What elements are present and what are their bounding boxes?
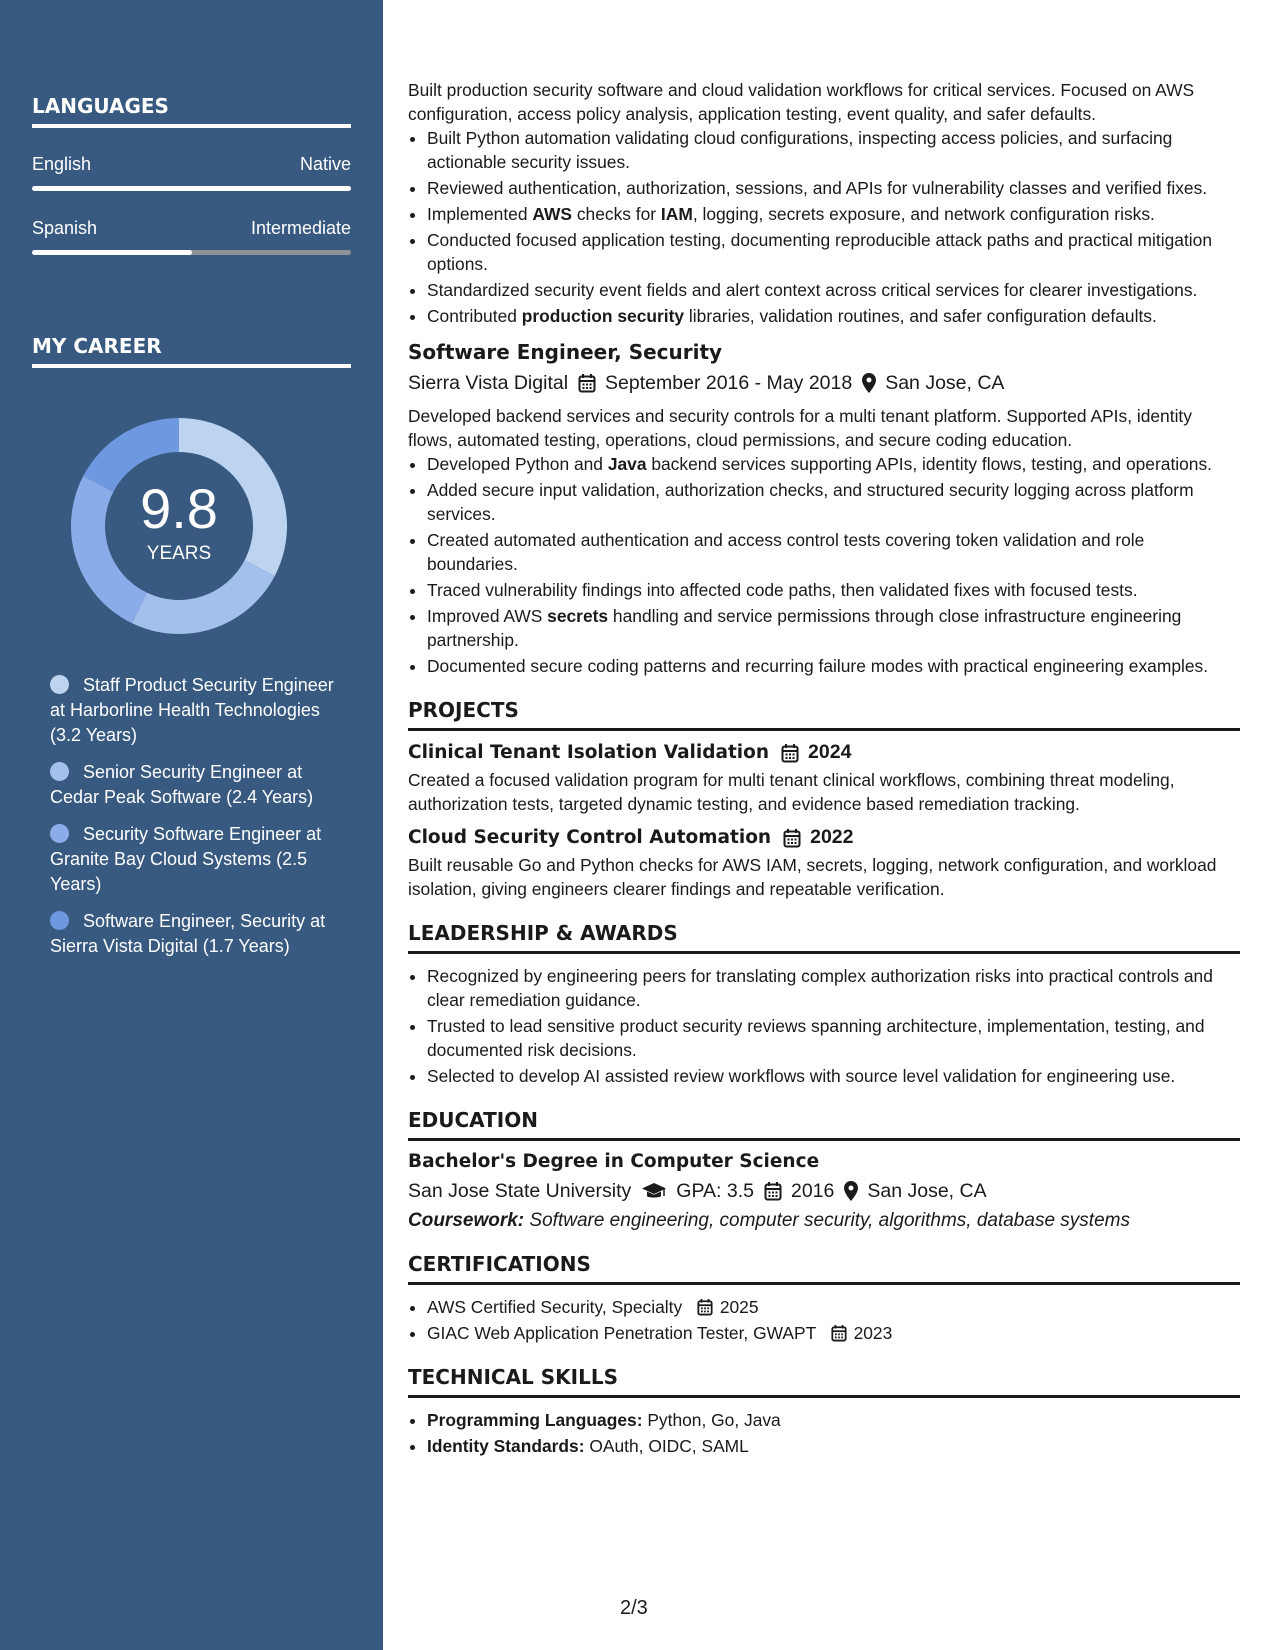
calendar-icon	[781, 743, 799, 763]
career-section	[32, 334, 351, 368]
bullet-item	[427, 304, 1240, 328]
career-legend-text: Security Software Engineer at Granite Bay Cloud Systems (2.5 Years)	[50, 824, 322, 894]
skills-heading: TECHNICAL SKILLS	[408, 1365, 1240, 1398]
bullet-text: Improved AWS	[427, 606, 548, 626]
legend-dot-icon	[50, 675, 69, 694]
language-item	[32, 154, 351, 191]
project-year: 2022	[810, 826, 854, 848]
legend-dot-icon	[50, 911, 69, 930]
main-content	[408, 78, 1240, 1460]
calendar-icon	[783, 828, 801, 848]
career-heading: MY CAREER	[32, 334, 351, 368]
project-description: Created a focused validation program for multi tenant clinical workflows, combining threat modeling, authorization tests, targeted dynamic testing, and evidence based remediation tracking.	[408, 770, 1175, 814]
bullet-text: checks for	[572, 204, 661, 224]
project-title: Cloud Security Control Automation	[408, 827, 772, 848]
career-legend-item	[50, 909, 340, 959]
leadership-item: • Recognized by engineering peers for translating complex authorization risks into practical controls and clear remediation guidance.	[427, 964, 1240, 1012]
bullet-text: Reviewed authentication, authorization, sessions, and APIs for vulnerability classes and verified fixes.	[427, 178, 1208, 198]
career-donut	[66, 413, 292, 639]
career-legend-text: Senior Security Engineer at Cedar Peak Software (2.4 Years)	[50, 762, 314, 807]
gpa: GPA: 3.5	[676, 1180, 754, 1202]
bullet-item	[427, 578, 1240, 602]
career-total-years: 9.8	[140, 477, 218, 540]
language-name: Spanish	[32, 218, 98, 238]
language-item	[32, 218, 351, 255]
bullet-item	[427, 528, 1240, 576]
language-bar	[32, 186, 351, 191]
bullet-item	[427, 654, 1240, 678]
skill-label: Identity Standards:	[427, 1436, 585, 1456]
language-name: English	[32, 154, 92, 174]
calendar-icon	[578, 373, 596, 393]
sidebar	[0, 0, 383, 1650]
certification-name: GIAC Web Application Penetration Tester, GWAPT	[427, 1323, 816, 1343]
projects-heading: PROJECTS	[408, 698, 1240, 731]
languages-section	[32, 94, 351, 255]
skill-label: Programming Languages:	[427, 1410, 643, 1430]
leadership-item: • Selected to develop AI assisted review workflows with source level validation for engineering use.	[427, 1064, 1240, 1088]
graduation-cap-icon	[641, 1181, 667, 1201]
job-meta	[408, 368, 1240, 398]
legend-dot-icon	[50, 824, 69, 843]
job-summary: Developed backend services and security controls for a multi tenant platform. Supported APIs, identity flows, automated testing, operations, cloud permissions, and secure coding education.	[408, 406, 1192, 450]
leadership-item: • Trusted to lead sensitive product security reviews spanning architecture, implementation, testing, and documented risk decisions.	[427, 1014, 1240, 1062]
bullet-item	[427, 202, 1240, 226]
career-legend-item	[50, 760, 340, 810]
job-location: San Jose, CA	[885, 372, 1005, 394]
bullet-text: Developed Python and	[427, 454, 608, 474]
certifications-heading: CERTIFICATIONS	[408, 1252, 1240, 1285]
bullet-item	[427, 478, 1240, 526]
bullet-item	[427, 452, 1240, 476]
certification-item	[427, 1295, 1240, 1319]
certifications-list	[408, 1295, 1240, 1345]
languages-heading: LANGUAGES	[32, 94, 351, 128]
bullet-bold-text: AWS	[532, 204, 572, 224]
bullet-text: libraries, validation routines, and safer configuration defaults.	[684, 306, 1157, 326]
leadership-heading: LEADERSHIP & AWARDS	[408, 921, 1240, 954]
bullet-item	[427, 176, 1240, 200]
skill-value: OAuth, OIDC, SAML	[589, 1436, 749, 1456]
skill-item	[427, 1408, 1240, 1432]
calendar-icon	[697, 1298, 713, 1316]
language-bar-fill	[32, 250, 192, 255]
bullet-bold-text: Java	[607, 454, 647, 474]
career-donut-center	[66, 413, 292, 639]
career-legend	[50, 673, 340, 971]
certification-year: 2025	[719, 1297, 759, 1317]
language-level: Native	[299, 154, 351, 174]
education-heading: EDUCATION	[408, 1108, 1240, 1141]
calendar-icon	[764, 1181, 782, 1201]
project-title-line	[408, 826, 1240, 849]
calendar-icon	[831, 1324, 847, 1342]
bullet-text: Created automated authentication and access control tests covering token validation and role boundaries.	[427, 530, 1145, 574]
job-title: Software Engineer, Security	[408, 340, 723, 364]
bullet-bold-text: production security	[521, 306, 685, 326]
language-bar-fill	[32, 186, 351, 191]
bullet-text: Added secure input validation, authorization checks, and structured security logging across platform services.	[427, 480, 1194, 524]
bullet-text: Conducted focused application testing, documenting reproducible attack paths and practical mitigation options.	[427, 230, 1212, 274]
career-legend-text: Software Engineer, Security at Sierra Vista Digital (1.7 Years)	[50, 911, 326, 956]
bullet-text: , logging, secrets exposure, and network configuration risks.	[692, 204, 1155, 224]
legend-dot-icon	[50, 762, 69, 781]
project-year: 2024	[808, 741, 852, 763]
graduation-year: 2016	[790, 1180, 835, 1202]
bullet-text: handling and service permissions through close infrastructure engineering partnership.	[427, 606, 1182, 650]
career-legend-item	[50, 673, 340, 748]
bullet-text: Implemented	[427, 204, 533, 224]
bullet-item	[427, 604, 1240, 652]
project-title: Clinical Tenant Isolation Validation	[408, 742, 770, 763]
bullet-text: Documented secure coding patterns and recurring failure modes with practical engineering examples.	[427, 656, 1209, 676]
job-bullets	[408, 452, 1240, 678]
bullet-bold-text: secrets	[547, 606, 609, 626]
coursework-text: Software engineering, computer security, algorithms, database systems	[529, 1210, 1130, 1231]
job-dates: September 2016 - May 2018	[605, 372, 853, 394]
location-pin-icon	[844, 1181, 858, 1201]
job-company: Sierra Vista Digital	[408, 372, 569, 394]
project-title-line	[408, 741, 1240, 764]
school-location: San Jose, CA	[867, 1180, 987, 1202]
education-meta	[408, 1176, 1240, 1206]
language-level: Intermediate	[250, 218, 351, 238]
bullet-item	[427, 278, 1240, 302]
coursework	[408, 1210, 1240, 1232]
role-bullets	[408, 126, 1240, 328]
leadership-list	[408, 964, 1240, 1088]
role-summary: Built production security software and cloud validation workflows for critical services. Focused on AWS configuration, access policy analysis, application testing, event quality, and safer defaults.	[408, 80, 1195, 124]
bullet-item	[427, 126, 1240, 174]
career-total-unit: YEARS	[146, 543, 212, 564]
skills-list	[408, 1408, 1240, 1458]
career-legend-item	[50, 822, 340, 897]
bullet-bold-text: IAM	[660, 204, 693, 224]
bullet-text: Standardized security event fields and alert context across critical services for clearer investigations.	[427, 280, 1198, 300]
project-item	[408, 741, 1240, 816]
certification-name: AWS Certified Security, Specialty	[427, 1297, 683, 1317]
coursework-label: Coursework:	[408, 1210, 525, 1231]
degree-title: Bachelor's Degree in Computer Science	[408, 1151, 820, 1172]
bullet-text: backend services supporting APIs, identity flows, testing, and operations.	[646, 454, 1213, 474]
school-name: San Jose State University	[408, 1180, 632, 1202]
bullet-text: Traced vulnerability findings into affected code paths, then validated fixes with focused tests.	[427, 580, 1138, 600]
certification-item	[427, 1321, 1240, 1345]
skill-value: Python, Go, Java	[647, 1410, 781, 1430]
page-number: 2/3	[620, 1597, 648, 1619]
project-item	[408, 826, 1240, 901]
bullet-text: Contributed	[427, 306, 522, 326]
bullet-text: Built Python automation validating cloud configurations, inspecting access policies, and surfacing actionable security issues.	[427, 128, 1173, 172]
career-legend-text: Staff Product Security Engineer at Harborline Health Technologies (3.2 Years)	[50, 675, 334, 745]
certification-year: 2023	[853, 1323, 893, 1343]
location-pin-icon	[862, 373, 876, 393]
bullet-item	[427, 228, 1240, 276]
language-bar	[32, 250, 351, 255]
project-description: Built reusable Go and Python checks for AWS IAM, secrets, logging, network configuration, and workload isolation, giving engineers clearer findings and repeatable verification.	[408, 855, 1217, 899]
skill-item	[427, 1434, 1240, 1458]
